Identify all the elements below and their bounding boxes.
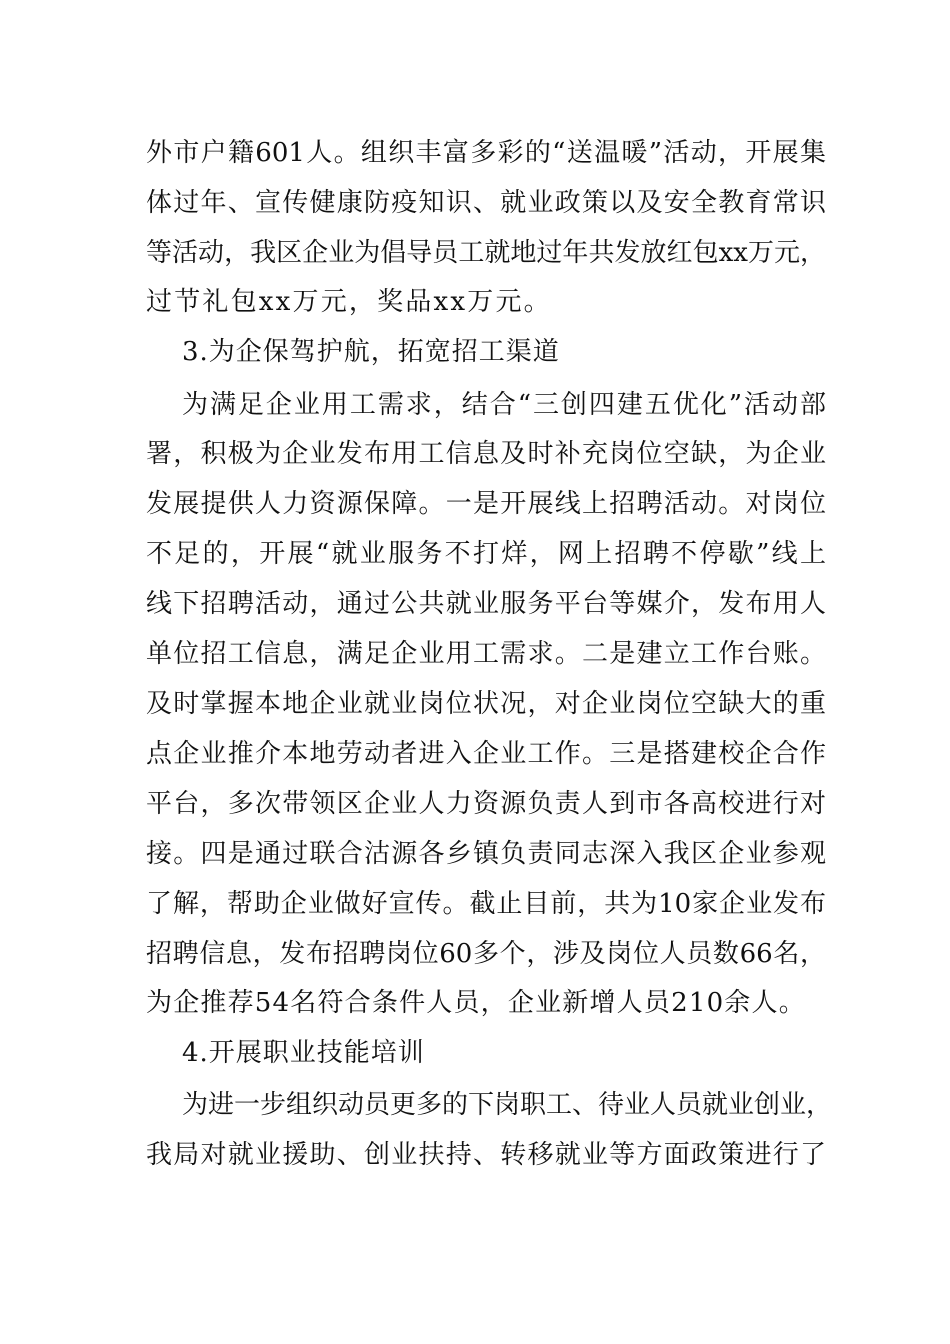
paragraph-line: 为满足企业用工需求，结合“三创四建五优化”活动部 — [182, 390, 826, 420]
paragraph-line: 及时掌握本地企业就业岗位状况，对企业岗位空缺大的重 — [146, 689, 826, 719]
section-heading-4: 4.开展职业技能培训 — [182, 1038, 425, 1068]
paragraph-line: 发展提供人力资源保障。一是开展线上招聘活动。对岗位 — [146, 489, 826, 519]
paragraph-line: 为进一步组织动员更多的下岗职工、待业人员就业创业， — [182, 1090, 833, 1120]
paragraph-line: 为企推荐54名符合条件人员，企业新增人员210余人。 — [146, 988, 806, 1018]
paragraph-line: 署，积极为企业发布用工信息及时补充岗位空缺，为企业 — [146, 439, 826, 469]
paragraph-line: 过节礼包xx万元，奖品xx万元。 — [146, 287, 552, 317]
paragraph-line: 平台，多次带领区企业人力资源负责人到市各高校进行对 — [146, 789, 826, 819]
paragraph-line: 不足的，开展“就业服务不打烊，网上招聘不停歇”线上 — [146, 539, 826, 569]
paragraph-line: 接。四是通过联合沽源各乡镇负责同志深入我区企业参观 — [146, 839, 826, 869]
paragraph-line: 外市户籍601人。组织丰富多彩的“送温暖”活动，开展集 — [146, 138, 826, 168]
paragraph-line: 点企业推介本地劳动者进入企业工作。三是搭建校企合作 — [146, 739, 826, 769]
paragraph-line: 了解，帮助企业做好宣传。截止目前，共为10家企业发布 — [146, 889, 826, 919]
section-heading-3: 3.为企保驾护航，拓宽招工渠道 — [182, 337, 560, 367]
paragraph-line: 单位招工信息，满足企业用工需求。二是建立工作台账。 — [146, 639, 826, 669]
paragraph-line: 招聘信息，发布招聘岗位60多个，涉及岗位人员数66名， — [146, 939, 826, 969]
paragraph-line: 我局对就业援助、创业扶持、转移就业等方面政策进行了 — [146, 1140, 826, 1170]
paragraph-line: 线下招聘活动，通过公共就业服务平台等媒介，发布用人 — [146, 589, 826, 619]
paragraph-line: 等活动，我区企业为倡导员工就地过年共发放红包xx万元， — [146, 238, 826, 268]
paragraph-line: 体过年、宣传健康防疫知识、就业政策以及安全教育常识 — [146, 188, 826, 218]
